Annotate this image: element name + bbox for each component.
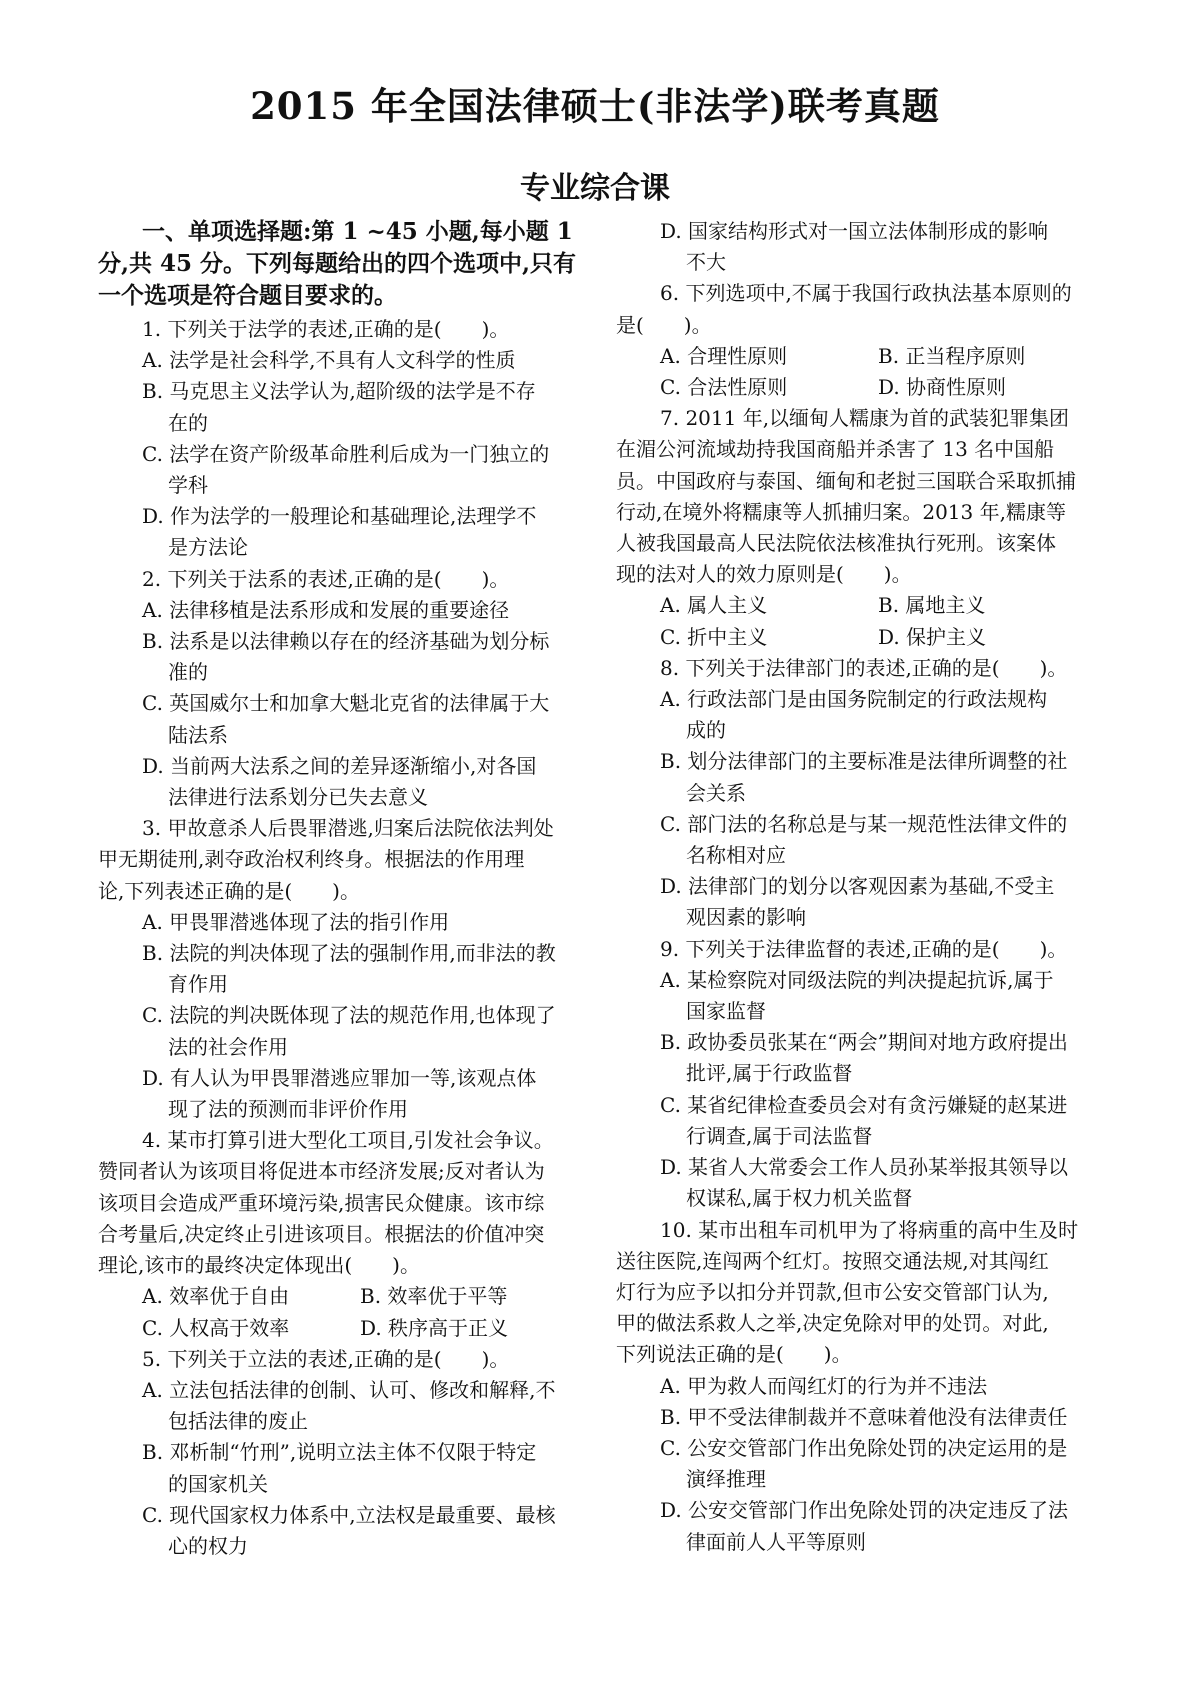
question-2-stem: 2. 下列关于法系的表述,正确的是( )。: [142, 566, 510, 591]
question-10-stem-line2: 送往医院,连闯两个红灯。按照交通法规,对其闯红: [616, 1248, 1049, 1273]
question-3-option-d: D. 有人认为甲畏罪潜逃应罪加一等,该观点体: [142, 1065, 537, 1090]
question-9-option-b: B. 政协委员张某在“两会”期间对地方政府提出: [660, 1030, 1068, 1055]
question-5-stem: 5. 下列关于立法的表述,正确的是( )。: [142, 1346, 510, 1371]
question-2-option-c: C. 英国威尔士和加拿大魁北克省的法律属于大: [142, 691, 550, 716]
question-7-option-a: A. 属人主义: [660, 593, 768, 618]
question-3-stem-line3: 论,下列表述正确的是( )。: [98, 878, 360, 903]
question-1-option-d: D. 作为法学的一般理论和基础理论,法理学不: [142, 504, 537, 529]
question-3-option-c: C. 法院的判决既体现了法的规范作用,也体现了: [142, 1003, 556, 1028]
question-8-option-a: A. 行政法部门是由国务院制定的行政法规构: [660, 687, 1048, 712]
question-9-option-a-cont: 国家监督: [686, 999, 766, 1024]
question-6-options-ab: [616, 341, 1096, 372]
question-8-option-a-cont: 成的: [686, 718, 726, 743]
question-3-option-a: A. 甲畏罪潜逃体现了法的指引作用: [142, 909, 450, 934]
question-1-option-c-cont: 学科: [168, 473, 208, 498]
question-3-stem-line2: 甲无期徒刑,剥夺政治权利终身。根据法的作用理: [98, 847, 525, 872]
question-4-stem: 4. 某市打算引进大型化工项目,引发社会争议。: [142, 1128, 554, 1153]
question-6-option-c: C. 合法性原则: [660, 375, 788, 400]
question-5-option-c-cont: 心的权力: [168, 1533, 248, 1558]
question-1-option-d-cont: 是方法论: [168, 535, 248, 560]
question-7-options-ab: [616, 590, 1096, 621]
question-9-option-c-cont: 行调查,属于司法监督: [686, 1123, 873, 1148]
question-10-stem: 10. 某市出租车司机甲为了将病重的高中生及时: [660, 1217, 1079, 1242]
question-2-option-d-cont: 法律进行法系划分已失去意义: [168, 785, 428, 810]
question-6-stem-line2: 是( )。: [616, 312, 712, 337]
question-10-option-c-cont: 演绎推理: [686, 1467, 766, 1492]
question-6-options-cd: [616, 372, 1096, 403]
question-2-option-d: D. 当前两大法系之间的差异逐渐缩小,对各国: [142, 753, 537, 778]
question-10-stem-line3: 灯行为应予以扣分并罚款,但市公安交管部门认为,: [616, 1279, 1049, 1304]
question-9-option-a: A. 某检察院对同级法院的判决提起抗诉,属于: [660, 967, 1054, 992]
question-4-option-b: B. 效率优于平等: [360, 1284, 508, 1309]
question-10-option-d: D. 公安交管部门作出免除处罚的决定违反了法: [660, 1498, 1069, 1523]
question-1-stem: 1. 下列关于法学的表述,正确的是( )。: [142, 317, 510, 341]
question-7-option-c: C. 折中主义: [660, 624, 768, 649]
question-5-option-b: B. 邓析制“竹刑”,说明立法主体不仅限于特定: [142, 1440, 537, 1465]
question-9-stem: 9. 下列关于法律监督的表述,正确的是( )。: [660, 936, 1068, 961]
question-6-stem: 6. 下列选项中,不属于我国行政执法基本原则的: [660, 281, 1072, 306]
question-6-option-d: D. 协商性原则: [878, 375, 1007, 400]
question-2-option-a: A. 法律移植是法系形成和发展的重要途径: [142, 597, 510, 622]
question-1-option-a: A. 法学是社会科学,不具有人文科学的性质: [142, 348, 516, 373]
question-8-stem: 8. 下列关于法律部门的表述,正确的是( )。: [660, 655, 1068, 680]
question-4-stem-line4: 合考量后,决定终止引进该项目。根据法的价值冲突: [98, 1221, 545, 1246]
question-8-option-b-cont: 会关系: [686, 780, 746, 805]
question-5-option-d-cont: 不大: [686, 250, 726, 275]
question-7-stem-line2: 在湄公河流域劫持我国商船并杀害了 13 名中国船: [616, 437, 1055, 462]
question-4-options-cd: [98, 1313, 578, 1344]
question-5-option-d: D. 国家结构形式对一国立法体制形成的影响: [660, 219, 1049, 243]
question-5-option-b-cont: 的国家机关: [168, 1471, 268, 1496]
question-4-options-ab: [98, 1281, 578, 1312]
question-10-stem-line5: 下列说法正确的是( )。: [616, 1342, 852, 1367]
question-3-option-b-cont: 育作用: [168, 972, 228, 997]
question-8-option-c: C. 部门法的名称总是与某一规范性法律文件的: [660, 811, 1068, 836]
question-7-stem-line4: 行动,在境外将糯康等人抓捕归案。2013 年,糯康等: [616, 499, 1066, 524]
question-7-options-cd: [616, 622, 1096, 653]
question-7-option-b: B. 属地主义: [878, 593, 986, 618]
question-4-stem-line3: 该项目会造成严重环境污染,损害民众健康。该市综: [98, 1190, 545, 1215]
question-1-option-b: B. 马克思主义法学认为,超阶级的法学是不存: [142, 379, 536, 404]
question-1-option-c: C. 法学在资产阶级革命胜利后成为一门独立的: [142, 441, 550, 466]
question-2-option-b-cont: 准的: [168, 660, 208, 685]
question-2-option-c-cont: 陆法系: [168, 722, 228, 747]
question-7-stem-line6: 现的法对人的效力原则是( )。: [616, 562, 912, 587]
question-10-option-a: A. 甲为救人而闯红灯的行为并不违法: [660, 1373, 988, 1398]
question-4-option-c: C. 人权高于效率: [142, 1315, 290, 1340]
question-5-option-c: C. 现代国家权力体系中,立法权是最重要、最核: [142, 1502, 556, 1527]
subject-title: 专业综合课: [520, 171, 670, 206]
question-2-option-b: B. 法系是以法律赖以存在的经济基础为划分标: [142, 629, 550, 654]
question-8-option-d-cont: 观因素的影响: [686, 905, 806, 930]
question-10-option-c: C. 公安交管部门作出免除处罚的决定运用的是: [660, 1435, 1068, 1460]
section-heading: 一、单项选择题:第 1 ~45 小题,每小题 1 分,共 45 分。下列每题给出的四个选项中,只有一个选项是符合题目要求的。: [98, 218, 577, 309]
page-title: 2015 年全国法律硕士(非法学)联考真题: [250, 84, 940, 128]
question-6-option-b: B. 正当程序原则: [878, 343, 1026, 368]
question-4-stem-line2: 赞同者认为该项目将促进本市经济发展;反对者认为: [98, 1159, 545, 1184]
question-10-stem-line4: 甲的做法系救人之举,决定免除对甲的处罚。对此,: [616, 1311, 1049, 1336]
question-9-option-d-cont: 权谋私,属于权力机关监督: [686, 1186, 913, 1211]
question-10-option-d-cont: 律面前人人平等原则: [686, 1529, 866, 1554]
left-column: [98, 216, 578, 1562]
question-3-option-c-cont: 法的社会作用: [168, 1034, 288, 1059]
question-3-option-d-cont: 现了法的预测而非评价作用: [168, 1097, 408, 1122]
question-7-stem-line3: 员。中国政府与泰国、缅甸和老挝三国联合采取抓捕: [616, 468, 1076, 493]
question-5-option-a-cont: 包括法律的废止: [168, 1409, 308, 1434]
question-3-stem: 3. 甲故意杀人后畏罪潜逃,归案后法院依法判处: [142, 816, 554, 841]
question-8-option-d: D. 法律部门的划分以客观因素为基础,不受主: [660, 874, 1055, 899]
question-3-option-b: B. 法院的判决体现了法的强制作用,而非法的教: [142, 941, 556, 966]
question-4-stem-line5: 理论,该市的最终决定体现出( )。: [98, 1253, 420, 1278]
right-column: [616, 216, 1096, 1558]
question-4-option-a: A. 效率优于自由: [142, 1284, 290, 1309]
question-4-option-d: D. 秩序高于正义: [360, 1315, 509, 1340]
question-7-option-d: D. 保护主义: [878, 624, 987, 649]
question-7-stem-line5: 人被我国最高人民法院依法核准执行死刑。该案体: [616, 531, 1056, 556]
question-6-option-a: A. 合理性原则: [660, 343, 788, 368]
question-8-option-c-cont: 名称相对应: [686, 843, 786, 868]
question-9-option-d: D. 某省人大常委会工作人员孙某举报其领导以: [660, 1155, 1069, 1180]
question-10-option-b: B. 甲不受法律制裁并不意味着他没有法律责任: [660, 1404, 1068, 1429]
question-1-option-b-cont: 在的: [168, 410, 208, 435]
question-9-option-c: C. 某省纪律检查委员会对有贪污嫌疑的赵某进: [660, 1092, 1068, 1117]
question-7-stem: 7. 2011 年,以缅甸人糯康为首的武装犯罪集团: [660, 406, 1070, 431]
question-9-option-b-cont: 批评,属于行政监督: [686, 1061, 853, 1086]
question-8-option-b: B. 划分法律部门的主要标准是法律所调整的社: [660, 749, 1068, 774]
question-5-option-a: A. 立法包括法律的创制、认可、修改和解释,不: [142, 1377, 556, 1402]
